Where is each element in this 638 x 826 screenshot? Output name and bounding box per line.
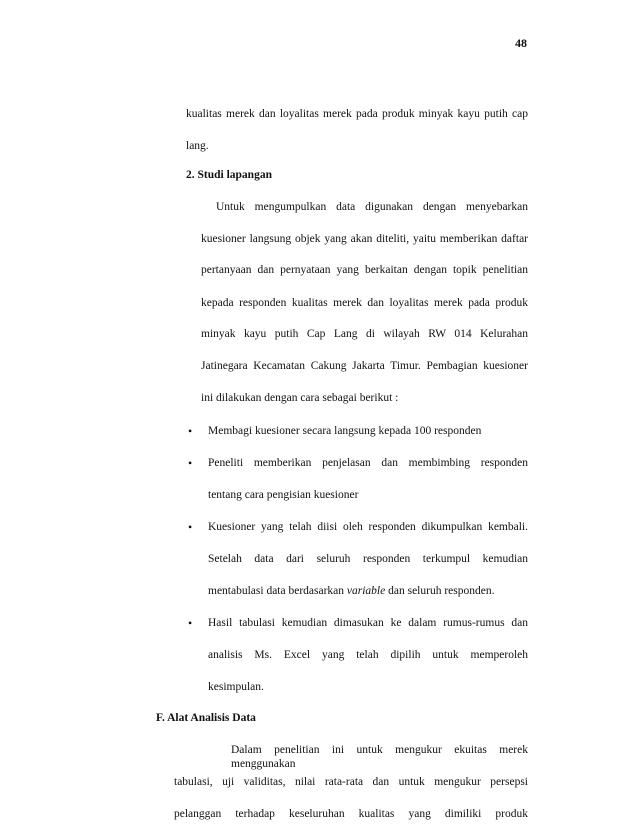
- intro-line-1: kualitas merek dan loyalitas merek pada produk minyak kayu putih cap: [186, 108, 528, 120]
- bullet-2-line-2: tentang cara pengisian kuesioner: [208, 489, 359, 501]
- bullet-4-line-1: Hasil tabulasi kemudian dimasukan ke dalam rumus-rumus dan: [208, 617, 528, 629]
- bullet-3-line-3: [208, 584, 494, 598]
- page-number: 48: [515, 36, 527, 50]
- bullet-1-line-1: Membagi kuesioner secara langsung kepada 100 responden: [208, 425, 482, 437]
- section-2-line-3: pertanyaan dan pernyataan yang berkaitan dengan topik penelitian: [201, 264, 528, 276]
- bullet-3-line-2: Setelah data dari seluruh responden terkumpul kemudian: [208, 553, 528, 565]
- bullet-4-line-2: analisis Ms. Excel yang telah dipilih untuk memperoleh: [208, 649, 528, 661]
- italic-term: variable: [346, 585, 386, 597]
- bullet-icon: •: [188, 456, 193, 470]
- bullet-icon: •: [188, 616, 193, 630]
- section-2-heading: 2. Studi lapangan: [186, 169, 272, 181]
- section-2-line-1: Untuk mengumpulkan data digunakan dengan menyebarkan: [216, 201, 528, 213]
- bullet-3-line-1: Kuesioner yang telah diisi oleh responden dikumpulkan kembali.: [208, 521, 528, 533]
- bullet-icon: •: [188, 520, 193, 534]
- section-f-line-2: tabulasi, uji validitas, nilai rata-rata dan untuk mengukur persepsi: [174, 776, 528, 788]
- bullet-3-line-3-end: dan seluruh responden.: [385, 585, 495, 597]
- bullet-4-line-3: kesimpulan.: [208, 681, 264, 693]
- section-f-heading: F. Alat Analisis Data: [156, 712, 256, 724]
- bullet-3-line-3-start: mentabulasi data berdasarkan: [208, 585, 347, 597]
- bullet-icon: •: [188, 424, 193, 438]
- intro-line-2: lang.: [186, 140, 209, 152]
- bullet-2-line-1: Peneliti memberikan penjelasan dan membimbing responden: [208, 457, 528, 469]
- section-2-line-7: ini dilakukan dengan cara sebagai berikut :: [201, 392, 399, 404]
- section-2-line-6: Jatinegara Kecamatan Cakung Jakarta Timur. Pembagian kuesioner: [201, 360, 528, 372]
- section-2-line-4: kepada responden kualitas merek dan loyalitas merek pada produk: [201, 297, 528, 309]
- section-2-line-2: kuesioner langsung objek yang akan diteliti, yaitu memberikan daftar: [201, 233, 528, 245]
- section-f-line-3: pelanggan terhadap keseluruhan kualitas yang dimiliki produk: [174, 808, 528, 820]
- section-2-line-5: minyak kayu putih Cap Lang di wilayah RW 014 Kelurahan: [201, 328, 528, 340]
- section-f-line-1: Dalam penelitian ini untuk mengukur ekuitas merek menggunakan: [231, 744, 528, 770]
